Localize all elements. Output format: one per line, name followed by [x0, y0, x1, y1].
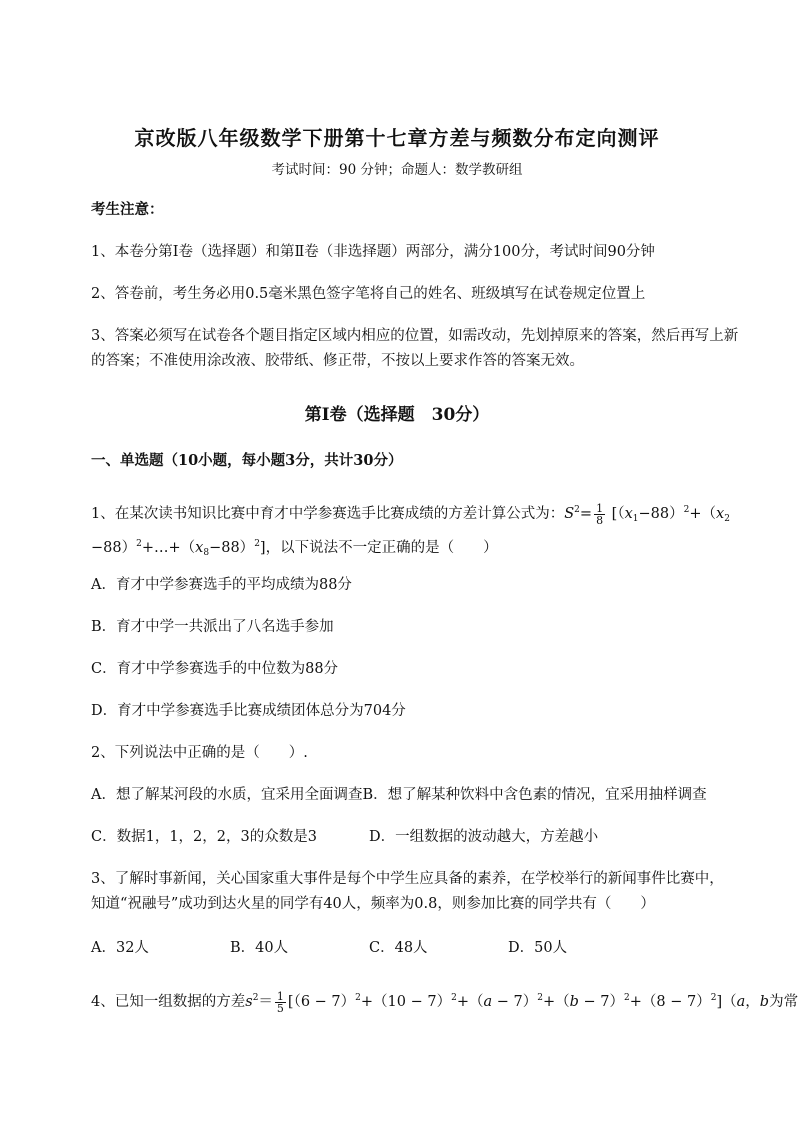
math-text: − 7） [578, 994, 625, 1010]
math-text: +（ [456, 994, 484, 1010]
question-2-stem: 2、下列说法中正确的是（ ）. [91, 745, 308, 761]
math-text: ， [745, 994, 760, 1010]
question-text: ]，以下说法不一定正确的是（ ） [259, 540, 498, 556]
subscript: 1 [632, 514, 639, 524]
question-3-options [91, 938, 567, 958]
notice-item: 2、答卷前，考生务必用0.5毫米黑色签字笔将自己的姓名、班级填写在试卷规定位置上 [91, 286, 646, 302]
subscript: 2 [724, 514, 730, 524]
question-1-stem-cont [91, 534, 498, 563]
math-text: −88） [638, 506, 684, 522]
numerator: 1 [276, 989, 284, 1003]
question-3-stem: 3、了解时事新闻，关心国家重大事件是每个中学生应具备的素养，在学校举行的新闻事件比赛中， [91, 871, 724, 887]
option-c: C．48人 [369, 940, 428, 956]
exponent: 2 [252, 993, 259, 1003]
math-var: b [759, 994, 770, 1010]
math-text: +（ [542, 994, 570, 1010]
math-text: +（ [689, 506, 717, 522]
math-op: ＝ [258, 994, 273, 1010]
option-b: B．育才中学一共派出了八名选手参加 [91, 619, 334, 635]
option-b: B．想了解某种饮料中含色素的情况，宜采用抽样调查 [362, 787, 707, 803]
question-text: 1、在某次读书知识比赛中育才中学参赛选手比赛成绩的方差计算公式为： [91, 506, 565, 522]
exponent: 2 [537, 993, 543, 1003]
notice-item: 的答案；不准使用涂改液、胶带纸、修正带，不按以上要求作答的答案无效。 [91, 353, 584, 369]
math-op: = [579, 506, 593, 522]
exponent: 2 [624, 993, 630, 1003]
notice-item: 3、答案必须写在试卷各个题目指定区域内相应的位置，如需改动，先划掉原来的答案，然后再写上新 [91, 328, 739, 344]
subscript: 8 [203, 548, 210, 558]
notice-heading: 考生注意： [91, 201, 164, 218]
section-title: 第Ⅰ卷（选择题 30分） [304, 405, 490, 425]
math-var: x [716, 506, 725, 522]
exponent: 2 [710, 993, 717, 1003]
exponent: 2 [136, 539, 142, 549]
exponent: 2 [683, 505, 690, 515]
math-var: s [245, 994, 253, 1010]
math-var: x [624, 506, 633, 522]
exponent: 2 [355, 993, 361, 1003]
option-c: C．数据1，1，2，2，3的众数是3 [91, 829, 317, 845]
option-d: D．育才中学参赛选手比赛成绩团体总分为704分 [91, 703, 406, 719]
math-text: − 7） [492, 994, 538, 1010]
math-text: −88） [91, 540, 137, 556]
exponent: 2 [451, 993, 457, 1003]
option-d: D．50人 [508, 940, 568, 956]
math-text: +（8 − 7） [629, 994, 711, 1010]
math-text: −88） [209, 540, 255, 556]
fraction [275, 991, 286, 1014]
option-a: A．32人 [91, 940, 149, 956]
exam-info: 考试时间：90 分钟；命题人：数学教研组 [271, 162, 523, 178]
fraction [594, 503, 605, 526]
notice-item: 1、本卷分第Ⅰ卷（选择题）和第Ⅱ卷（非选择题）两部分，满分100分，考试时间90分钟 [91, 244, 655, 260]
math-var: a [483, 994, 493, 1010]
question-4-stem [91, 988, 798, 1014]
question-3-stem-cont: 知道“祝融号”成功到达火星的同学有40人，频率为0.8，则参加比赛的同学共有（ ） [91, 896, 655, 912]
question-2-options-row1 [91, 785, 707, 805]
question-text: 为常 [769, 994, 798, 1010]
denominator: 5 [276, 1001, 284, 1015]
math-text: +…+（ [141, 540, 196, 556]
math-text: [（ [607, 506, 625, 522]
question-text: 4、已知一组数据的方差 [91, 994, 246, 1010]
denominator: 8 [596, 513, 604, 527]
exponent: 2 [254, 539, 260, 549]
option-b: B．40人 [230, 940, 289, 956]
option-a: A．育才中学参赛选手的平均成绩为88分 [91, 577, 352, 593]
math-var: x [195, 540, 204, 556]
math-text: +（10 − 7） [360, 994, 452, 1010]
part-heading: 一、单选题（10小题，每小题3分，共计30分） [91, 452, 403, 469]
math-var: S [564, 506, 575, 522]
option-c: C．育才中学参赛选手的中位数为88分 [91, 661, 339, 677]
math-var: a [736, 994, 746, 1010]
math-var: b [569, 994, 579, 1010]
math-text: ]（ [716, 994, 737, 1010]
page-title: 京改版八年级数学下册第十七章方差与频数分布定向测评 [134, 126, 660, 150]
question-2-options-row2 [91, 827, 598, 847]
option-d: D．一组数据的波动越大，方差越小 [369, 829, 599, 845]
option-a: A．想了解某河段的水质，宜采用全面调查 [91, 787, 363, 803]
question-1-stem [91, 500, 730, 529]
math-text: [（6 − 7） [287, 994, 356, 1010]
exponent: 2 [574, 505, 580, 515]
numerator: 1 [596, 501, 604, 515]
